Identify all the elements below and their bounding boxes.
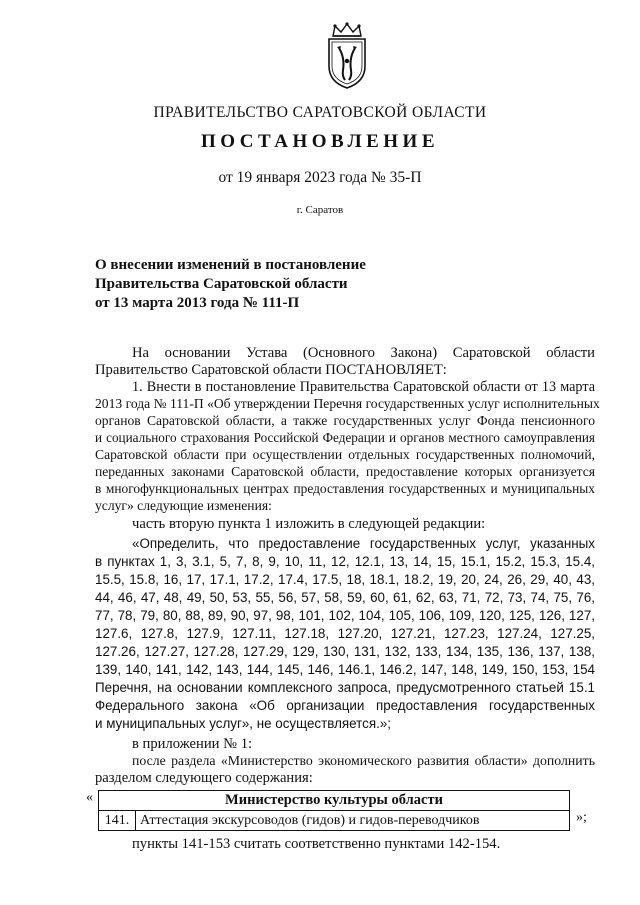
body-line: «Определить, что предоставление государственных услуг, указанных [132,536,595,551]
organization-title: ПРАВИТЕЛЬСТВО САРАТОВСКОЙ ОБЛАСТИ [153,104,487,121]
body-line: 127.26, 127.27, 127.28, 127.29, 129, 130, 131, 132, 133, 134, 135, 136, 137, 138, [95,644,595,659]
body-line: 77, 78, 79, 80, 88, 89, 90, 97, 98, 101, 102, 104, 105, 106, 109, 120, 125, 126, 127, [95,608,595,623]
document-city: г. Саратов [296,204,344,216]
subject-line: О внесении изменений в постановление [95,257,366,273]
section-title-cell: Министерство культуры области [99,791,570,811]
body-line: Правительство Саратовской области ПОСТАНОВЛЯЕТ: [95,362,447,378]
body-line: органов Саратовской области, а также государственных услуг Фонда пенсионного [95,413,595,428]
body-line: и социального страхования Российской Федерации и органов местного самоуправления [95,430,595,445]
table-row [99,791,570,811]
body-line: 15.5, 15.8, 16, 17, 17.1, 17.2, 17.4, 17.5, 18, 18.1, 18.2, 19, 20, 24, 26, 29, 40, 43, [95,572,595,587]
subject-line: от 13 марта 2013 года № 111-П [95,295,300,311]
table-row [99,811,570,831]
body-line: Федерального закона «Об организации предоставления государственных [95,698,595,713]
body-line: в пунктах 1, 3, 3.1, 5, 7, 8, 9, 10, 11, 12, 12.1, 13, 14, 15, 15.1, 15.2, 15.3, 15.4, [95,554,595,569]
open-quote: « [86,790,93,805]
row-text-cell: Аттестация экскурсоводов (гидов) и гидов-переводчиков [136,811,570,831]
document-type-title: ПОСТАНОВЛЕНИЕ [200,131,440,152]
body-line: в многофункциональных центрах предоставления государственных и муниципальных [95,481,595,496]
document-subject [95,256,515,313]
close-quote: »; [576,810,587,825]
body-line: Саратовской области при осуществлении отдельных государственных полномочий, [95,447,595,462]
body-line: разделом следующего содержания: [95,770,313,786]
renumber-line: пункты 141-153 считать соответственно пунктами 142-154. [132,836,501,852]
body-line: 44, 46, 47, 48, 49, 50, 53, 55, 56, 57, 58, 59, 60, 61, 62, 63, 71, 72, 73, 74, 75, 76, [95,590,595,605]
body-line: в приложении № 1: [132,736,253,752]
body-line: 1. Внести в постановление Правительства Саратовской области от 13 марта [132,379,595,395]
body-line: переданных законами Саратовской области, предоставление которых организуется [95,464,595,479]
body-line: На основании Устава (Основного Закона) Саратовской области [132,345,595,361]
subject-line: Правительства Саратовской области [95,276,348,292]
section-table [98,790,570,831]
body-line: после раздела «Министерство экономического развития области» дополнить [132,753,595,768]
saratov-coat-of-arms-icon [323,22,371,90]
document-date-number: от 19 января 2023 года № 35-П [218,169,422,186]
body-line: 127.6, 127.8, 127.9, 127.11, 127.18, 127.20, 127.21, 127.23, 127.24, 127.25, [95,626,595,641]
body-line: и муниципальных услуг», не осуществляется.»; [95,716,391,731]
row-number-cell: 141. [99,811,136,831]
body-line: часть вторую пункта 1 изложить в следующей редакции: [132,516,486,532]
body-line: 139, 140, 141, 142, 143, 144, 145, 146, 146.1, 146.2, 147, 148, 149, 150, 153, 154 [95,662,595,677]
body-line: 2013 года № 111-П «Об утверждении Перечня государственных услуг исполнительных [95,396,600,411]
inserted-section-table [86,786,606,832]
body-line: услуг» следующие изменения: [95,498,272,513]
body-line: Перечня, на основании комплексного запроса, предусмотренного статьей 15.1 [95,680,595,695]
